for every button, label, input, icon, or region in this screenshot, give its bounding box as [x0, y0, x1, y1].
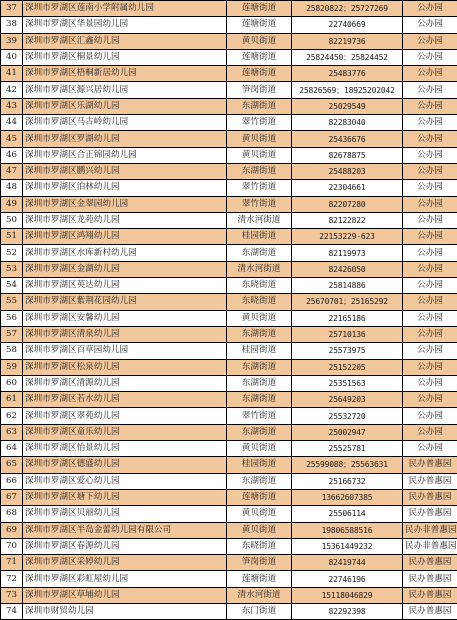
row-number: 52: [1, 245, 23, 261]
table-row: [1, 278, 457, 294]
street-office: 笋岗街道: [227, 555, 292, 571]
table-row: [1, 82, 457, 98]
table-row: [1, 49, 457, 65]
kindergarten-type: 民办普惠园: [403, 473, 457, 489]
row-number: 42: [1, 82, 23, 98]
row-number: 41: [1, 66, 23, 82]
table-row: [1, 522, 457, 538]
street-office: 黄贝街道: [227, 33, 292, 49]
kindergarten-name: 深圳市罗湖区乐湖幼儿园: [23, 98, 227, 114]
kindergarten-type: 公办园: [403, 408, 457, 424]
kindergarten-name: 深圳市罗湖区百草园幼儿园: [23, 343, 227, 359]
kindergarten-name: 深圳市罗湖区贝丽幼儿园: [23, 506, 227, 522]
kindergarten-type: 公办园: [403, 33, 457, 49]
kindergarten-name: 深圳市罗湖区怡景幼儿园: [23, 441, 227, 457]
street-office: 莲塘街道: [227, 17, 292, 33]
kindergarten-name: 深圳市罗湖区金翠园幼儿园: [23, 196, 227, 212]
table-row: [1, 245, 457, 261]
street-office: 清水河街道: [227, 587, 292, 603]
contact-phone: 25573975: [292, 343, 403, 359]
table-row: [1, 115, 457, 131]
row-number: 72: [1, 571, 23, 587]
street-office: 东湖街道: [227, 98, 292, 114]
street-office: 翠竹街道: [227, 115, 292, 131]
row-number: 40: [1, 49, 23, 65]
table-row: [1, 424, 457, 440]
street-office: 东湖街道: [227, 424, 292, 440]
kindergarten-type: 公办园: [403, 115, 457, 131]
street-office: 黄贝街道: [227, 522, 292, 538]
street-office: 黄贝街道: [227, 310, 292, 326]
row-number: 49: [1, 196, 23, 212]
contact-phone: 25599088；25563631: [292, 457, 403, 473]
row-number: 65: [1, 457, 23, 473]
street-office: 东湖街道: [227, 375, 292, 391]
street-office: 东晓街道: [227, 294, 292, 310]
kindergarten-name: 深圳市罗湖区合正锦园幼儿园: [23, 147, 227, 163]
kindergarten-type: 公办园: [403, 82, 457, 98]
contact-phone: 82119973: [292, 245, 403, 261]
row-number: 51: [1, 229, 23, 245]
kindergarten-type: 公办园: [403, 196, 457, 212]
kindergarten-name: 深圳市罗湖区安馨幼儿园: [23, 310, 227, 326]
row-number: 54: [1, 278, 23, 294]
row-number: 55: [1, 294, 23, 310]
street-office: 笋岗街道: [227, 82, 292, 98]
kindergarten-type: 民办普惠园: [403, 457, 457, 473]
table-row: [1, 473, 457, 489]
contact-phone: 25152205: [292, 359, 403, 375]
contact-phone: 25814886: [292, 278, 403, 294]
street-office: 莲塘街道: [227, 49, 292, 65]
contact-phone: 13662607385: [292, 489, 403, 505]
row-number: 59: [1, 359, 23, 375]
row-number: 39: [1, 33, 23, 49]
contact-phone: 25488203: [292, 163, 403, 179]
row-number: 62: [1, 408, 23, 424]
table-row: [1, 147, 457, 163]
kindergarten-type: 公办园: [403, 212, 457, 228]
kindergarten-type: 公办园: [403, 245, 457, 261]
kindergarten-type: 民办普惠园: [403, 587, 457, 603]
kindergarten-type: 公办园: [403, 294, 457, 310]
kindergarten-type: 公办园: [403, 98, 457, 114]
contact-phone: 25824450；25824452: [292, 49, 403, 65]
street-office: 翠竹街道: [227, 408, 292, 424]
contact-phone: 82292398: [292, 603, 403, 619]
street-office: 东晓街道: [227, 278, 292, 294]
table-row: [1, 326, 457, 342]
table-row: [1, 555, 457, 571]
street-office: 黄贝街道: [227, 506, 292, 522]
kindergarten-type: 公办园: [403, 375, 457, 391]
kindergarten-name: 深圳市罗湖区紫荆花园幼儿园: [23, 294, 227, 310]
kindergarten-type: 公办园: [403, 66, 457, 82]
street-office: 东湖街道: [227, 359, 292, 375]
street-office: 东湖街道: [227, 245, 292, 261]
kindergarten-type: 公办园: [403, 229, 457, 245]
row-number: 63: [1, 424, 23, 440]
kindergarten-name: 深圳市罗湖区采婷幼儿园: [23, 555, 227, 571]
contact-phone: 82283040: [292, 115, 403, 131]
street-office: 黄贝街道: [227, 147, 292, 163]
row-number: 48: [1, 180, 23, 196]
kindergarten-name: 深圳市罗湖区鹏兴幼儿园: [23, 163, 227, 179]
table-row: [1, 131, 457, 147]
street-office: 莲塘街道: [227, 66, 292, 82]
kindergarten-type: 公办园: [403, 131, 457, 147]
kindergarten-type: 公办园: [403, 261, 457, 277]
row-number: 64: [1, 441, 23, 457]
kindergarten-type: 公办园: [403, 392, 457, 408]
kindergarten-name: 深圳市罗湖区华景园幼儿园: [23, 17, 227, 33]
table-row: [1, 17, 457, 33]
row-number: 50: [1, 212, 23, 228]
kindergarten-name: 深圳市罗湖区若水幼儿园: [23, 392, 227, 408]
contact-phone: 22304661: [292, 180, 403, 196]
street-office: 东湖街道: [227, 392, 292, 408]
kindergarten-type: 民办普惠园: [403, 603, 457, 619]
table-row: [1, 163, 457, 179]
street-office: 东门街道: [227, 603, 292, 619]
street-office: 翠竹街道: [227, 196, 292, 212]
kindergarten-type: 公办园: [403, 147, 457, 163]
table-row: [1, 343, 457, 359]
contact-phone: 25436676: [292, 131, 403, 147]
street-office: 东湖街道: [227, 163, 292, 179]
table-row: [1, 180, 457, 196]
street-office: 东湖街道: [227, 473, 292, 489]
kindergarten-name: 深圳市罗湖区泊林幼儿园: [23, 180, 227, 196]
kindergarten-type: 民办普惠园: [403, 489, 457, 505]
kindergarten-name: 深圳市罗湖区爱心幼儿园: [23, 473, 227, 489]
contact-phone: 25820822；25727269: [292, 1, 403, 17]
contact-phone: 25029549: [292, 98, 403, 114]
kindergarten-name: 深圳市罗湖区半岛金蕾幼儿园有限公司: [23, 522, 227, 538]
table-row: [1, 98, 457, 114]
kindergarten-type: 公办园: [403, 1, 457, 17]
kindergarten-type: 民办普惠园: [403, 571, 457, 587]
kindergarten-type: 民办非普惠园: [403, 538, 457, 554]
table-row: [1, 66, 457, 82]
contact-phone: 25351563: [292, 375, 403, 391]
kindergarten-name: 深圳市罗湖区梧桐新居幼儿园: [23, 66, 227, 82]
row-number: 60: [1, 375, 23, 391]
contact-phone: 25002947: [292, 424, 403, 440]
row-number: 56: [1, 310, 23, 326]
street-office: 黄贝街道: [227, 131, 292, 147]
table-row: [1, 33, 457, 49]
kindergarten-type: 公办园: [403, 180, 457, 196]
table-row: [1, 489, 457, 505]
table-row: [1, 196, 457, 212]
kindergarten-type: 公办园: [403, 17, 457, 33]
row-number: 45: [1, 131, 23, 147]
contact-phone: 82419744: [292, 555, 403, 571]
street-office: 莲塘街道: [227, 571, 292, 587]
kindergarten-type: 公办园: [403, 310, 457, 326]
contact-phone: 82678875: [292, 147, 403, 163]
kindergarten-type: 公办园: [403, 424, 457, 440]
kindergarten-type: 民办普惠园: [403, 506, 457, 522]
row-number: 43: [1, 98, 23, 114]
table-row: [1, 538, 457, 554]
kindergarten-type: 公办园: [403, 441, 457, 457]
contact-phone: 19806588516: [292, 522, 403, 538]
row-number: 71: [1, 555, 23, 571]
street-office: 莲塘街道: [227, 489, 292, 505]
contact-phone: 25670701；25165292: [292, 294, 403, 310]
table-row: [1, 506, 457, 522]
table-row: [1, 587, 457, 603]
table-row: [1, 1, 457, 17]
contact-phone: 22740669: [292, 17, 403, 33]
row-number: 61: [1, 392, 23, 408]
kindergarten-type: 公办园: [403, 278, 457, 294]
kindergarten-name: 深圳市罗湖区英达幼儿园: [23, 278, 227, 294]
table-row: [1, 212, 457, 228]
contact-phone: 25506114: [292, 506, 403, 522]
row-number: 70: [1, 538, 23, 554]
contact-phone: 25710136: [292, 326, 403, 342]
contact-phone: 22746196: [292, 571, 403, 587]
street-office: 清水河街道: [227, 261, 292, 277]
contact-phone: 82219736: [292, 33, 403, 49]
contact-phone: 15118046829: [292, 587, 403, 603]
contact-phone: 25483776: [292, 66, 403, 82]
kindergarten-name: 深圳市罗湖区罗湖幼儿园: [23, 131, 227, 147]
row-number: 66: [1, 473, 23, 489]
contact-phone: 25649203: [292, 392, 403, 408]
contact-phone: 82426050: [292, 261, 403, 277]
contact-phone: 15361449232: [292, 538, 403, 554]
street-office: 翠竹街道: [227, 180, 292, 196]
kindergarten-name: 深圳市罗湖区马古岭幼儿园: [23, 115, 227, 131]
row-number: 46: [1, 147, 23, 163]
row-number: 57: [1, 326, 23, 342]
kindergarten-type: 民办非普惠园: [403, 522, 457, 538]
kindergarten-name: 深圳市罗湖区清泉幼儿园: [23, 326, 227, 342]
contact-phone: 25166732: [292, 473, 403, 489]
kindergarten-name: 深圳市罗湖区春源幼儿园: [23, 538, 227, 554]
row-number: 73: [1, 587, 23, 603]
row-number: 74: [1, 603, 23, 619]
row-number: 53: [1, 261, 23, 277]
kindergarten-name: 深圳市罗湖区松泉幼儿园: [23, 359, 227, 375]
kindergarten-type: 公办园: [403, 343, 457, 359]
row-number: 58: [1, 343, 23, 359]
table-row: [1, 229, 457, 245]
kindergarten-name: 深圳市罗湖区德盛幼儿园: [23, 457, 227, 473]
kindergarten-name: 深圳市罗湖区翠苑幼儿园: [23, 408, 227, 424]
street-office: 桂园街道: [227, 343, 292, 359]
row-number: 69: [1, 522, 23, 538]
row-number: 47: [1, 163, 23, 179]
kindergarten-name: 深圳市罗湖区水库新村幼儿园: [23, 245, 227, 261]
contact-phone: 22153229-623: [292, 229, 403, 245]
table-row: [1, 571, 457, 587]
contact-phone: 82207280: [292, 196, 403, 212]
kindergarten-name: 深圳市罗湖区童乐幼儿园: [23, 424, 227, 440]
table-row: [1, 408, 457, 424]
street-office: 清水河街道: [227, 212, 292, 228]
contact-phone: 25826569；18925202042: [292, 82, 403, 98]
row-number: 38: [1, 17, 23, 33]
contact-phone: 22165186: [292, 310, 403, 326]
table-row: [1, 392, 457, 408]
table-row: [1, 310, 457, 326]
table-row: [1, 294, 457, 310]
row-number: 67: [1, 489, 23, 505]
contact-phone: 25532720: [292, 408, 403, 424]
table-row: [1, 375, 457, 391]
contact-phone: 25525781: [292, 441, 403, 457]
street-office: 桂园街道: [227, 457, 292, 473]
contact-phone: 82122822: [292, 212, 403, 228]
kindergarten-type: 民办普惠园: [403, 555, 457, 571]
kindergarten-name: 深圳市罗湖区彩虹屋幼儿园: [23, 571, 227, 587]
row-number: 37: [1, 1, 23, 17]
street-office: 桂园街道: [227, 229, 292, 245]
kindergarten-type: 公办园: [403, 163, 457, 179]
kindergarten-name: 深圳市罗湖区草埔幼儿园: [23, 587, 227, 603]
kindergarten-name: 深圳市罗湖区莲南小学附属幼儿园: [23, 1, 227, 17]
kindergarten-name: 深圳市罗湖区清源幼儿园: [23, 375, 227, 391]
kindergarten-type: 公办园: [403, 359, 457, 375]
street-office: 东湖街道: [227, 326, 292, 342]
table-row: [1, 441, 457, 457]
kindergarten-table-body: [1, 1, 457, 620]
table-row: [1, 359, 457, 375]
table-row: [1, 457, 457, 473]
street-office: 莲塘街道: [227, 1, 292, 17]
street-office: 黄贝街道: [227, 441, 292, 457]
kindergarten-name: 深圳市罗湖区桐景幼儿园: [23, 49, 227, 65]
street-office: 东晓街道: [227, 538, 292, 554]
kindergarten-name: 深圳市罗湖区龙苑幼儿园: [23, 212, 227, 228]
kindergarten-name: 深圳市财贸幼儿园: [23, 603, 227, 619]
row-number: 68: [1, 506, 23, 522]
kindergarten-type: 公办园: [403, 326, 457, 342]
table-row: [1, 261, 457, 277]
kindergarten-name: 深圳市罗湖区塘下幼儿园: [23, 489, 227, 505]
kindergarten-name: 深圳市罗湖区金湖幼儿园: [23, 261, 227, 277]
row-number: 44: [1, 115, 23, 131]
kindergarten-type: 公办园: [403, 49, 457, 65]
kindergarten-name: 深圳市罗湖区汇鑫幼儿园: [23, 33, 227, 49]
kindergarten-name: 深圳市罗湖区鸿翔幼儿园: [23, 229, 227, 245]
kindergarten-name: 深圳市罗湖区源兴居幼儿园: [23, 82, 227, 98]
table-row: [1, 603, 457, 619]
